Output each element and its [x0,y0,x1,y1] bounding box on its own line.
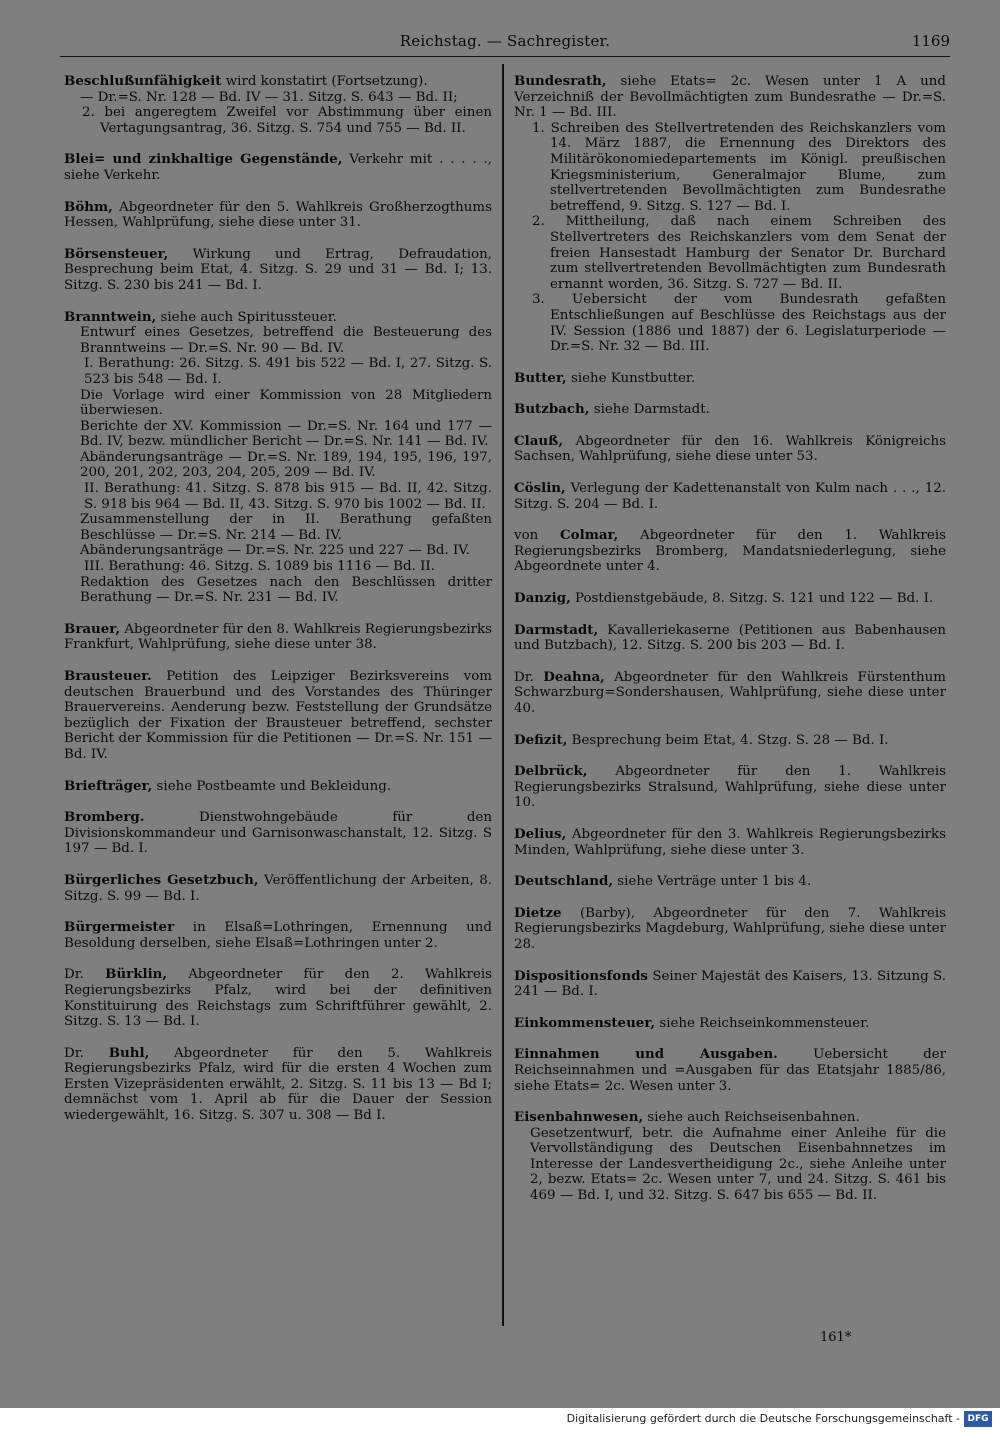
index-entry [514,969,946,1000]
entry-headword: Eisenbahnwesen, [514,1109,644,1126]
entry-text: Abgeordneter für den Wahlkreis Fürstenthum Schwarzburg=Sondershausen, Wahlprüfung, siehe diese unter 40. [514,669,946,716]
entry-subline: Gesetzentwurf, betr. die Aufnahme einer Anleihe für die Vervollständigung des Deutschen Eisenbahnnetzes im Interesse der Landesvertheidigung 2c., siehe Anleihe unter 2, bezw. Etats= 2c. Wesen unter 7, und 24. Sitzg. S. 461 bis 469 — Bd. I, und 32. Sitzg. S. 647 bis 655 — Bd. II. [530,1125,946,1204]
entry-text: Veröffentlichung der Arbeiten, 8. Sitzg. S. 99 — Bd. I. [64,872,492,904]
entry-headword: Einnahmen und Ausgaben. [514,1046,778,1063]
entry-text: Uebersicht der Reichseinnahmen und =Ausgaben für das Etatsjahr 1885/86, siehe Etats= 2c. Wesen unter 3. [514,1047,946,1094]
entry-subline: 3. Uebersicht der vom Bundesrath gefaßten Entschließungen auf Beschlüsse des Reichstags aus der IV. Session (1886 und 1887) der 6. Legislaturperiode — Dr.=S. Nr. 32 — Bd. III. [532,292,946,355]
index-entry [514,906,946,953]
index-entry [514,623,946,654]
index-entry [514,764,946,811]
entry-headword: Böhm, [64,198,113,215]
running-title: Reichstag. — Sachregister. [399,32,611,50]
entry-subline: Berichte der XV. Kommission — Dr.=S. Nr. 164 und 177 — Bd. IV, bezw. mündlicher Bericht — Dr.=S. Nr. 141 — Bd. IV. [80,418,492,450]
entry-headword: Bürgerliches Gesetzbuch, [64,871,259,888]
index-entry [64,810,492,857]
index-entry [64,310,492,606]
entry-text: Seiner Majestät des Kaisers, 13. Sitzung S. 241 — Bd. I. [514,968,946,1000]
entry-text: Abgeordneter für den 16. Wahlkreis Königreichs Sachsen, Wahlprüfung, siehe diese unter 53. [514,433,946,465]
entry-text: Abgeordneter für den 2. Wahlkreis Regierungsbezirks Pfalz, wird bei der definitiven Konstituirung des Reichstags zum Schriftführer gewählt, 2. Sitzg. S. 13 — Bd. I. [64,967,492,1030]
entry-headword: Danzig, [514,590,571,607]
entry-text: Abgeordneter für den 8. Wahlkreis Regierungsbezirks Frankfurt, Wahlprüfung, siehe diese unter 38. [64,621,492,653]
entry-headword: Delius, [514,825,567,842]
index-entry [64,669,492,763]
entry-subline: 2. Mittheilung, daß nach einem Schreiben des Stellvertreters des Reichskanzlers vom dem Senat der freien Hansestadt Hamburg der Senator Dr. Burchard zum stellvertretenden Bevollmächtigten zum Bundesrath ernannt worden, 36. Sitzg. S. 727 — Bd. II. [532,214,946,292]
dfg-logo: DFG [964,1411,992,1427]
index-entry [514,74,946,355]
entry-subline: — Dr.=S. Nr. 128 — Bd. IV — 31. Sitzg. S. 643 — Bd. II; [80,89,458,105]
entry-headword: Delbrück, [514,763,588,780]
entry-subline: Abänderungsanträge — Dr.=S. Nr. 225 und 227 — Bd. IV. [80,543,470,559]
entry-text: siehe Verträge unter 1 bis 4. [617,874,812,890]
entry-headword: Brausteuer. [64,668,152,684]
entry-prefix: Dr. [64,967,84,983]
entry-headword: Briefträger, [64,777,153,794]
entry-text: Abgeordneter für den 3. Wahlkreis Regierungsbezirks Minden, Wahlprüfung, siehe diese unter 3. [514,826,946,858]
entry-headword: Defizit, [514,731,568,748]
entry-text: Abgeordneter für den 1. Wahlkreis Regierungsbezirks Bromberg, Mandatsniederlegung, siehe Abgeordnete unter 4. [514,528,946,575]
entry-text: siehe Postbeamte und Bekleidung. [156,778,392,794]
entry-headword: Butter, [514,369,567,386]
entry-headword: Branntwein, [64,308,157,325]
entry-headword: Bundesrath, [514,73,607,89]
entry-headword: Bürgermeister [64,919,175,936]
entry-headword: Einkommensteuer, [514,1014,656,1031]
entry-text: in Elsaß=Lothringen, Ernennung und Besoldung derselben, siehe Elsaß=Lothringen unter 2. [64,920,492,951]
entry-text: Verlegung der Kadettenanstalt von Kulm nach . . ., 12. Sitzg. S. 204 — Bd. I. [514,481,946,512]
index-entry [514,827,946,858]
index-entry [514,1047,946,1094]
entry-text: Besprechung beim Etat, 4. Stzg. S. 28 — Bd. I. [571,732,889,748]
entry-text: Petition des Leipziger Bezirksvereins vom deutschen Brauerbund und des Vorstandes des Thüringer Brauervereins. Aenderung bezw. Feststellung der Grundsätze bezüglich der Fixation der Brausteuer betreffend, sechster Bericht der Kommission für die Petitionen — Dr.=S. Nr. 151 — Bd. IV. [64,669,492,762]
index-entry [514,371,946,387]
index-entry [514,434,946,465]
entry-text: Abgeordneter für den 5. Wahlkreis Regierungsbezirks Pfalz, wird für die ersten 4 Wochen zum Ersten Vizepräsidenten erwählt, 2. Sitzg. S. 11 bis 13 — Bd I; demnächst vom 1. April ab für die Dauer der Session wiedergewählt, 16. Sitzg. S. 307 u. 308 — Bd I. [64,1045,492,1124]
entry-headword: Butzbach, [514,401,590,418]
entry-headword: Dispositionsfonds [514,967,648,984]
entry-headword: Deahna, [543,668,605,685]
digitization-footer [0,1408,1000,1432]
signature-mark: 161* [820,1330,852,1345]
entry-text: (Barby), Abgeordneter für den 7. Wahlkreis Regierungsbezirks Magdeburg, Wahlprüfung, siehe diese unter 28. [514,905,946,952]
entry-headword: Colmar, [560,527,619,544]
entry-subline: Die Vorlage wird einer Kommission von 28 Mitgliedern überwiesen. [80,387,492,419]
index-entry [64,247,492,294]
entry-subline: II. Berathung: 41. Sitzg. S. 878 bis 915 — Bd. II, 42. Sitzg. S. 918 bis 964 — Bd. II, 43. Sitzg. S. 970 bis 1002 — Bd. II. [84,481,492,512]
entry-text: Kavalleriekaserne (Petitionen aus Babenhausen und Butzbach), 12. Sitzg. S. 200 bis 203 — Bd. I. [514,622,946,654]
left-column [64,74,492,1140]
index-entry [64,200,492,231]
right-column [514,74,946,1220]
entry-prefix: Dr. [64,1045,84,1061]
entry-subline: I. Berathung: 26. Sitzg. S. 491 bis 522 — Bd. I, 27. Sitzg. S. 523 bis 548 — Bd. I. [84,356,492,387]
entry-text: Abgeordneter für den 1. Wahlkreis Regierungsbezirks Stralsund, Wahlprüfung, siehe diese unter 10. [514,764,946,811]
entry-subline: Zusammenstellung der in II. Berathung gefaßten Beschlüsse — Dr.=S. Nr. 214 — Bd. IV. [80,512,492,543]
entry-headword: Cöslin, [514,480,566,497]
column-divider [502,64,504,1326]
entry-headword: Bromberg. [64,809,145,826]
entry-subline: Redaktion des Gesetzes nach den Beschlüssen dritter Berathung — Dr.=S. Nr. 231 — Bd. IV. [80,574,492,606]
page-number: 1169 [911,32,950,50]
entry-text: siehe auch Reichseisenbahnen. [647,1110,860,1126]
index-entry [64,967,492,1029]
index-entry [514,670,946,717]
entry-text: siehe Etats= 2c. Wesen unter 1 A und Verzeichniß der Bevollmächtigten zum Bundesrathe — Dr.=S. Nr. 1 — Bd. III. [514,74,946,121]
entry-text: Dienstwohngebäude für den Divisionskommandeur und Garnisonwaschanstalt, 12. Sitzg. S 197 — Bd. I. [64,810,492,857]
index-entry [514,733,946,749]
index-entry [514,1016,946,1032]
entry-headword: Brauer, [64,620,121,637]
entry-subline: 1. Schreiben des Stellvertretenden des Reichskanzlers vom 14. März 1887, die Ernennung des Direktors des Militärökonomiedepartements im Königl. preußischen Kriegsministerium, Generalmajor Blume, zum stellvertretenden Bevollmächtigten zum Bundesrathe betreffend, 9. Sitzg. S. 127 — Bd. I. [532,120,946,214]
entry-subline: Entwurf eines Gesetzes, betreffend die Besteuerung des Branntweins — Dr.=S. Nr. 90 — Bd. IV. [80,325,492,356]
index-entry [64,920,492,951]
entry-subline: 2. bei angeregtem Zweifel vor Abstimmung über einen Vertagungsantrag, 36. Sitzg. S. 754 und 755 — Bd. II. [82,105,492,136]
page-header [60,30,950,57]
entry-text: siehe Reichseinkommensteuer. [659,1015,870,1031]
entry-text: Wirkung und Ertrag, Defraudation, Besprechung beim Etat, 4. Sitzg. S. 29 und 31 — Bd. I; 13. Sitzg. S. 230 bis 241 — Bd. I. [64,246,492,293]
entry-prefix: Dr. [514,669,534,685]
entry-prefix: von [514,528,539,544]
entry-text: siehe auch Spiritussteuer. [160,309,337,325]
entry-headword: Blei= und zinkhaltige Gegenstände, [64,151,343,168]
entry-headword: Deutschland, [514,873,614,890]
entry-text: Postdienstgebäude, 8. Sitzg. S. 121 und 122 — Bd. I. [575,591,934,607]
entry-subline: Abänderungsanträge — Dr.=S. Nr. 189, 194, 195, 196, 197, 200, 201, 202, 203, 204, 205, 209 — Bd. IV. [80,449,492,481]
entry-subline: III. Berathung: 46. Sitzg. S. 1089 bis 1116 — Bd. II. [84,559,435,575]
entry-headword: Bürklin, [105,966,168,983]
entry-text: siehe Darmstadt. [593,402,710,418]
entry-text: Abgeordneter für den 5. Wahlkreis Großherzogthums Hessen, Wahlprüfung, siehe diese unter 31. [64,199,493,231]
index-entry [514,591,946,607]
entry-text: siehe Kunstbutter. [570,370,696,386]
entry-headword: Börsensteuer, [64,245,169,262]
index-entry [514,1110,946,1204]
entry-text: Verkehr mit . . . . ., siehe Verkehr. [64,152,492,183]
index-entry [514,874,946,890]
index-entry [514,481,946,512]
index-entry [64,1046,492,1124]
index-entry [64,152,492,183]
entry-headword: Darmstadt, [514,621,599,638]
funding-credit: Digitalisierung gefördert durch die Deutsche Forschungsgemeinschaft - [566,1412,960,1425]
entry-headword: Beschlußunfähigkeit [64,73,222,89]
index-entry [64,74,492,136]
index-entry [514,402,946,418]
index-entry [514,528,946,575]
index-entry [64,622,492,653]
entry-headword: Clauß, [514,432,563,449]
entry-headword: Dietze [514,904,562,921]
entry-text: wird konstatirt (Fortsetzung). [225,74,428,89]
index-entry [64,779,492,795]
entry-headword: Buhl, [108,1044,150,1061]
index-entry [64,873,492,904]
